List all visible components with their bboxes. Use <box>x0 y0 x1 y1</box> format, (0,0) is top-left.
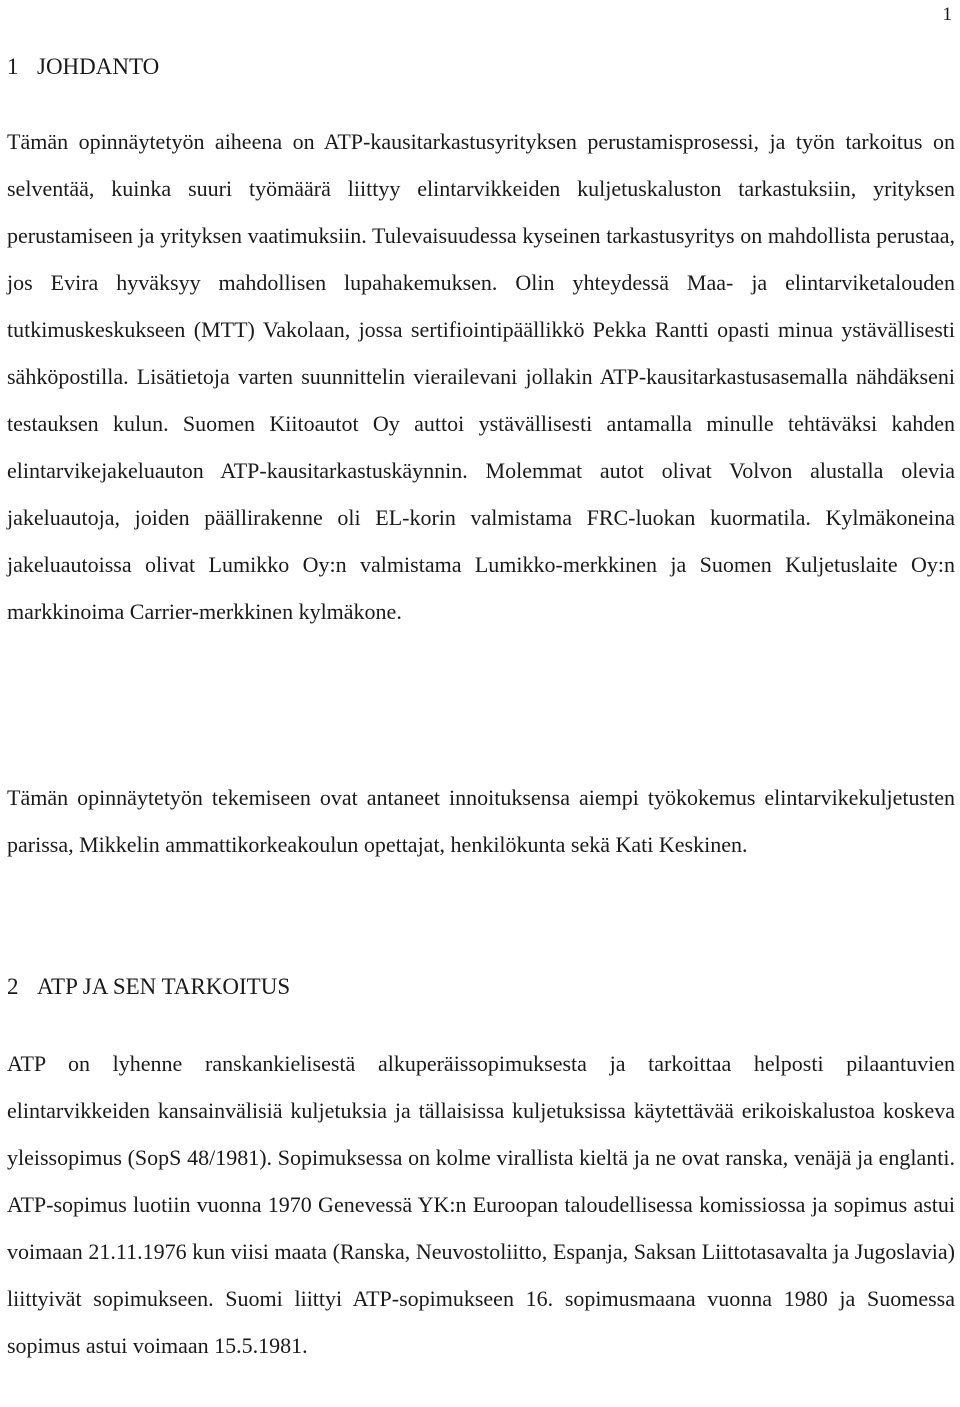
paragraph-introduction: Tämän opinnäytetyön aiheena on ATP-kausitarkastusyrityksen perustamisprosessi, ja työn tarkoitus on selventää, kuinka suuri työmäärä liittyy elintarvikkeiden kuljetuskaluston tarkastuksiin, yrityksen perustamiseen ja yrityksen vaatimuksiin. Tulevaisuudessa kyseinen tarkastusyritys on mahdollista perustaa, jos Evira hyväksyy mahdollisen lupahakemuksen. Olin yhteydessä Maa- ja elintarviketalouden tutkimuskeskukseen (MTT) Vakolaan, jossa sertifiointipäällikkö Pekka Rantti opasti minua ystävällisesti sähköpostilla. Lisätietoja varten suunnittelin vierailevani jollakin ATP-kausitarkastusasemalla nähdäkseni testauksen kulun. Suomen Kiitoautot Oy auttoi ystävällisesti antamalla minulle tehtäväksi kahden elintarvikejakeluauton ATP-kausitarkastuskäynnin. Molemmat autot olivat Volvon alustalla olevia jakeluautoja, joiden päällirakenne oli EL-korin valmistama FRC-luokan kuormatila. Kylmäkoneina jakeluautoissa olivat Lumikko Oy:n valmistama Lumikko-merkkinen ja Suomen Kuljetuslaite Oy:n markkinoima Carrier-merkkinen kylmäkone. <box>7 129 955 624</box>
section-heading-atp <box>7 972 290 1002</box>
page-number: 1 <box>942 4 952 25</box>
section-title: ATP JA SEN TARKOITUS <box>37 974 291 999</box>
section-heading-johdanto <box>7 52 159 82</box>
section-title: JOHDANTO <box>37 54 160 79</box>
section-number: 2 <box>7 974 19 999</box>
paragraph-acknowledgements: Tämän opinnäytetyön tekemiseen ovat antaneet innoituksensa aiempi työkokemus elintarvikekuljetusten parissa, Mikkelin ammattikorkeakoulun opettajat, henkilökunta sekä Kati Keskinen. <box>7 785 955 857</box>
paragraph-atp-definition: ATP on lyhenne ranskankielisestä alkuperäissopimuksesta ja tarkoittaa helposti pilaantuvien elintarvikkeiden kansainvälisiä kuljetuksia ja tällaisissa kuljetuksissa käytettävää erikoiskalustoa koskeva yleissopimus (SopS 48/1981). Sopimuksessa on kolme virallista kieltä ja ne ovat ranska, venäjä ja englanti. ATP-sopimus luotiin vuonna 1970 Genevessä YK:n Euroopan taloudellisessa komissiossa ja sopimus astui voimaan 21.11.1976 kun viisi maata (Ranska, Neuvostoliitto, Espanja, Saksan Liittotasavalta ja Jugoslavia) liittyivät sopimukseen. Suomi liittyi ATP-sopimukseen 16. sopimusmaana vuonna 1980 ja Suomessa sopimus astui voimaan 15.5.1981. <box>7 1051 955 1358</box>
section-number: 1 <box>7 54 19 79</box>
